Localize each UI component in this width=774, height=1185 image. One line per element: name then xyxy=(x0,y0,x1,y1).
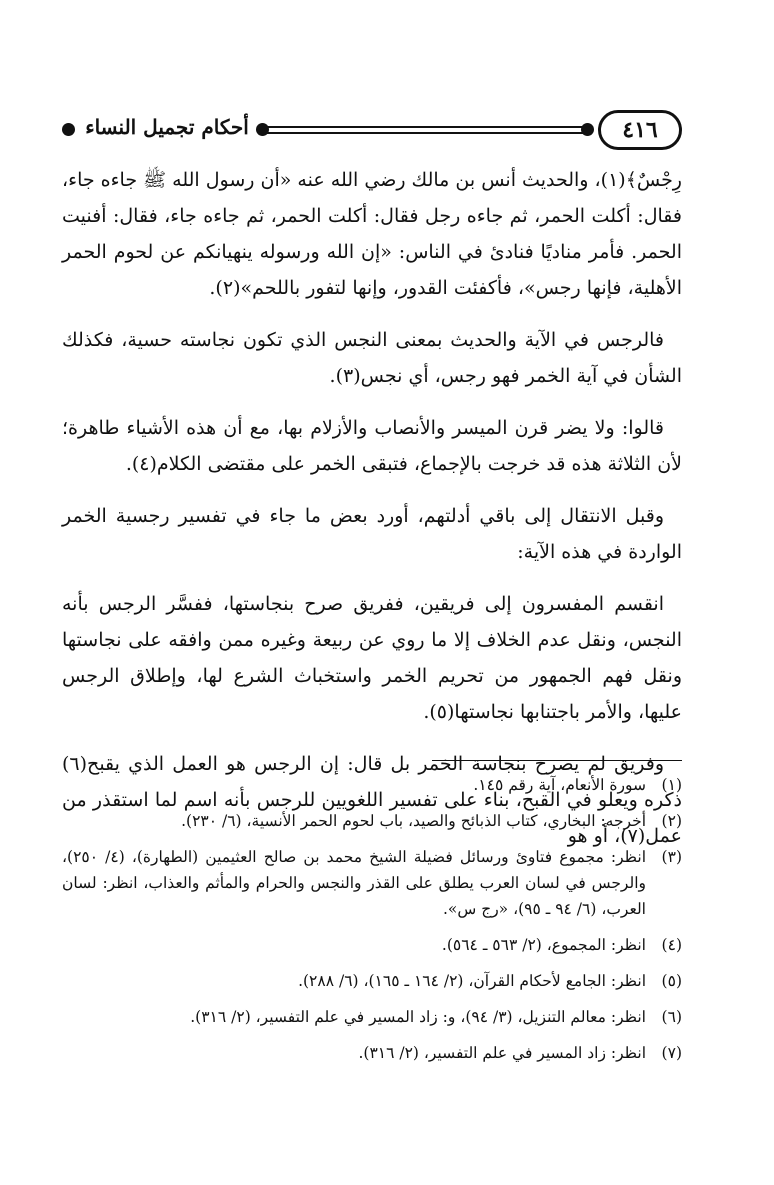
footnote-text: انظر: مجموع فتاوئ ورسائل فضيلة الشيخ محمد بن صالح العثيمين (الطهارة)، (٤/ ٢٥٠)، والرجس في لسان العرب يطلق على القذر والنجس والحرام والمأثم والعذاب، انظر: لسان العرب، (٦/ ٩٤ ـ ٩٥)، «رج س». xyxy=(62,848,646,918)
footnote xyxy=(62,968,682,994)
footnote-text: انظر: زاد المسير في علم التفسير، (٢/ ٣١٦). xyxy=(358,1044,646,1062)
footnote xyxy=(62,932,682,958)
body-text xyxy=(62,162,682,870)
footnote-text: انظر: المجموع، (٢/ ٥٦٣ ـ ٥٦٤). xyxy=(441,936,646,954)
footnote xyxy=(62,808,682,834)
footnote xyxy=(62,772,682,798)
page-header xyxy=(62,106,682,156)
paragraph: فالرجس في الآية والحديث بمعنى النجس الذي تكون نجاسته حسية، فكذلك الشأن في آية الخمر فهو رجس، أي نجس(٣). xyxy=(62,329,682,387)
ornament-dot xyxy=(256,123,269,136)
footnote-text: انظر: الجامع لأحكام القرآن، (٢/ ١٦٤ ـ ١٦٥)، (٦/ ٢٨٨). xyxy=(298,972,646,990)
footnote xyxy=(62,1040,682,1066)
footnote-number: (٦) xyxy=(661,1008,682,1026)
footnote-number: (١) xyxy=(661,776,682,794)
footnote-number: (٣) xyxy=(661,848,682,866)
footnotes xyxy=(62,772,682,1076)
footnote-separator xyxy=(432,760,682,761)
paragraph: وفريق لم يصرح بنجاسة الخمر بل قال: إن الرجس هو العمل الذي يقبح(٦) ذكره ويعلو في القبح، بناء على تفسير اللغويين للرجس بأنه اسم لما استقذر من عمل(٧)، أو هو xyxy=(62,753,682,847)
footnote-text: انظر: معالم التنزيل، (٣/ ٩٤)، و: زاد المسير في علم التفسير، (٢/ ٣١٦). xyxy=(190,1008,646,1026)
paragraph: رِجْسٌ﴾(١)، والحديث أنس بن مالك رضي الله عنه «أن رسول الله ﷺ جاءه جاء، فقال: أكلت الحمر، ثم جاءه رجل فقال: أكلت الحمر، ثم جاءه جاء، فقال: أفنيت الحمر. فأمر مناديًا فنادئ في الناس: «إن الله ورسوله ينهيانكم عن لحوم الحمر الأهلية، فإنها رجس»، فأكفئت القدور، وإنها لتفور باللحم»(٢). xyxy=(62,169,682,299)
footnote-number: (٧) xyxy=(661,1044,682,1062)
footnote-number: (٤) xyxy=(661,936,682,954)
footnote xyxy=(62,1004,682,1030)
paragraph: انقسم المفسرون إلى فريقين، ففريق صرح بنجاستها، ففسَّر الرجس بأنه النجس، ونقل عدم الخلاف إلا ما روي عن ربيعة وغيره ممن وافقه على نجاستها ونقل فهم الجمهور من تحريم الخمر واستخباث الشرع لها، وإطلاق الرجس عليها، والأمر باجتنابها نجاستها(٥). xyxy=(62,593,682,723)
book-title: أحكام تجميل النساء xyxy=(85,115,249,139)
footnote-number: (٥) xyxy=(661,972,682,990)
header-rule xyxy=(262,126,584,134)
footnote xyxy=(62,844,682,922)
paragraph: وقبل الانتقال إلى باقي أدلتهم، أورد بعض ما جاء في تفسير رجسية الخمر الواردة في هذه الآية: xyxy=(62,505,682,563)
page-number: ٤١٦ xyxy=(598,110,682,150)
ornament-dot xyxy=(62,123,75,136)
footnote-text: سورة الأنعام، آية رقم ١٤٥. xyxy=(473,776,646,794)
paragraph: قالوا: ولا يضر قرن الميسر والأنصاب والأزلام بها، مع أن هذه الأشياء طاهرة؛ لأن الثلاثة هذه قد خرجت بالإجماع، فتبقى الخمر على مقتضى الكلام(٤). xyxy=(62,417,682,475)
footnote-text: أخرجه: البخاري، كتاب الذبائح والصيد، باب لحوم الحمر الأنسية، (٦/ ٢٣٠). xyxy=(181,812,646,830)
footnote-number: (٢) xyxy=(661,812,682,830)
